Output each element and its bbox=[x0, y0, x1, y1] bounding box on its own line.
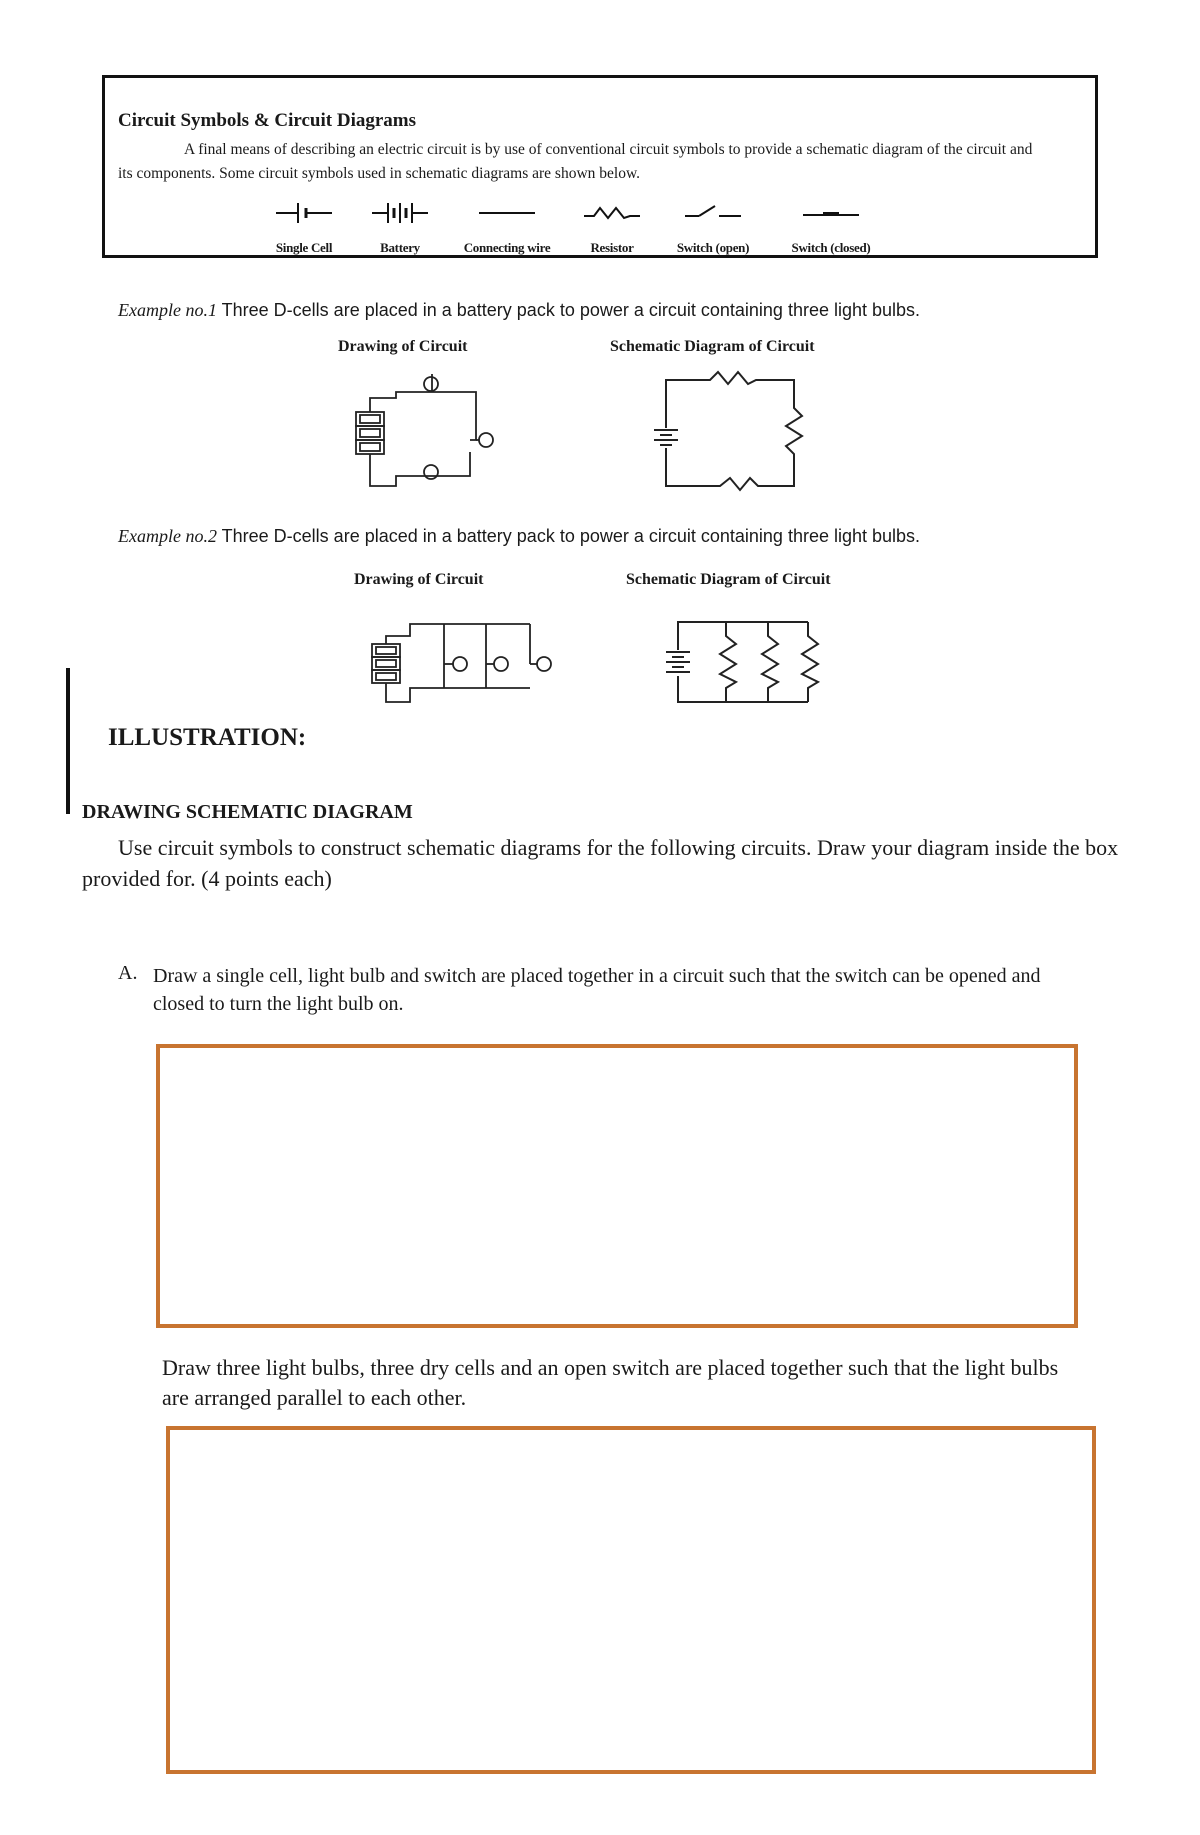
symbol-wire bbox=[452, 200, 562, 256]
section-instructions: Use circuit symbols to construct schematic diagrams for the following circuits. Draw your diagram inside the box provided for. (4 points each) bbox=[82, 835, 1119, 891]
example-2-schematic-title: Schematic Diagram of Circuit bbox=[626, 571, 831, 588]
example-1-label: Example no.1 bbox=[118, 300, 217, 320]
example-1-text: Three D-cells are placed in a battery pack to power a circuit containing three light bulbs. bbox=[216, 300, 921, 320]
example-1-schematic-title: Schematic Diagram of Circuit bbox=[610, 338, 815, 355]
symbol-switch-open bbox=[668, 200, 758, 256]
symbol-battery bbox=[360, 200, 440, 256]
symbol-resistor bbox=[572, 200, 652, 256]
answer-box-b[interactable] bbox=[166, 1426, 1096, 1774]
question-a-text: Draw a single cell, light bulb and switch are placed together in a circuit such that the switch can be opened and closed to turn the light bulb on. bbox=[153, 965, 1041, 1015]
example-1-caption bbox=[118, 300, 920, 321]
wire-icon bbox=[477, 200, 537, 226]
symbol-label: Switch (open) bbox=[676, 240, 750, 255]
switch-open-icon bbox=[683, 200, 743, 226]
example-2-schematic bbox=[662, 618, 822, 708]
intro-body: A final means of describing an electric circuit is by use of conventional circuit symbols to provide a schematic diagram of the circuit and its components. Some circuit symbols used in schematic diagrams are shown below. bbox=[118, 141, 1033, 182]
example-1-circuit-drawing bbox=[340, 368, 510, 498]
example-2-circuit-drawing bbox=[360, 618, 560, 708]
symbol-label: Battery bbox=[380, 240, 420, 255]
example-1-schematic bbox=[650, 368, 810, 498]
question-b-text: Draw three light bulbs, three dry cells and an open switch are placed together such that the light bulbs are arranged parallel to each other. bbox=[162, 1355, 1059, 1410]
switch-closed-icon bbox=[801, 200, 861, 226]
section-heading: DRAWING SCHEMATIC DIAGRAM bbox=[82, 801, 413, 823]
example-1-drawing-title: Drawing of Circuit bbox=[338, 338, 468, 355]
symbol-label: Switch (closed) bbox=[791, 240, 871, 255]
symbol-single-cell bbox=[262, 200, 346, 256]
symbol-switch-closed bbox=[776, 200, 886, 256]
margin-bar bbox=[66, 668, 70, 814]
resistor-icon bbox=[582, 200, 642, 226]
symbol-label: Connecting wire bbox=[463, 240, 551, 255]
answer-box-a[interactable] bbox=[156, 1044, 1078, 1328]
symbol-label: Single Cell bbox=[275, 240, 333, 255]
symbol-label: Resistor bbox=[590, 240, 634, 255]
illustration-heading: ILLUSTRATION: bbox=[108, 724, 307, 751]
example-2-label: Example no.2 bbox=[118, 526, 217, 546]
example-2-text: Three D-cells are placed in a battery pack to power a circuit containing three light bulbs. bbox=[216, 526, 921, 546]
battery-icon bbox=[370, 200, 430, 226]
question-a-letter: A. bbox=[118, 962, 138, 984]
single-cell-icon bbox=[274, 200, 334, 226]
example-2-caption bbox=[118, 526, 920, 547]
intro-title: Circuit Symbols & Circuit Diagrams bbox=[118, 110, 417, 131]
example-2-drawing-title: Drawing of Circuit bbox=[354, 571, 484, 588]
